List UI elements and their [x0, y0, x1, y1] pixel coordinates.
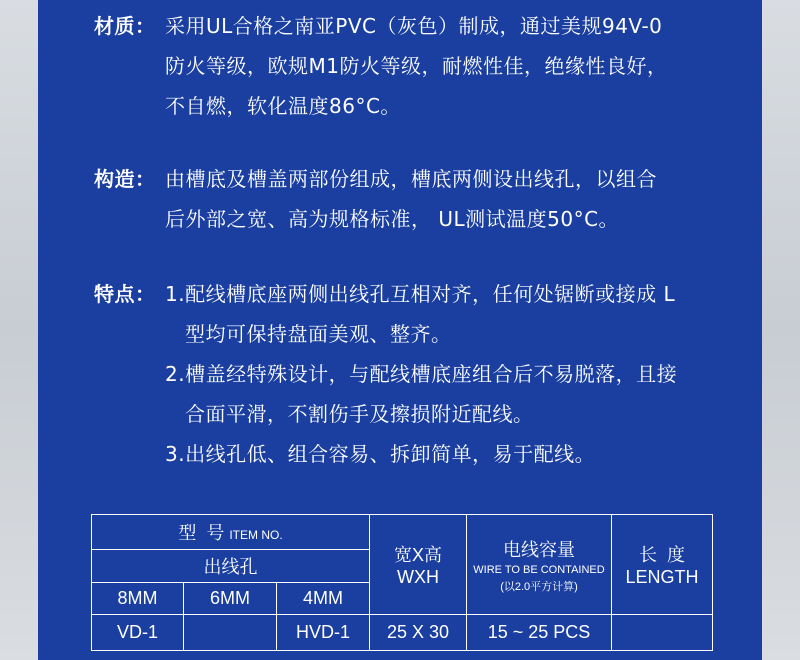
header-capacity-note: (以2.0平方计算): [500, 580, 578, 593]
material-line-2: 防火等级，欧规M1防火等级，耐燃性佳，绝缘性良好，: [165, 54, 668, 78]
header-capacity-cn: 电线容量: [503, 539, 575, 560]
header-model-cn: 型 号: [178, 523, 225, 543]
cell-capacity: 15 ~ 25 PCS: [467, 615, 612, 651]
header-model-en: ITEM NO.: [229, 528, 283, 542]
header-capacity-en: WIRE TO BE CONTAINED: [473, 563, 605, 576]
material-line-3: 不自燃，软化温度86°C。: [165, 94, 401, 118]
feature-item-1-line-1: 1.配线槽底座两侧出线孔互相对齐，任何处锯断或接成 L: [165, 282, 676, 306]
background-right: [760, 0, 800, 660]
feature-item-3-line-1: 3.出线孔低、组合容易、拆卸简单，易于配线。: [165, 442, 596, 466]
cell-6mm: [184, 615, 277, 651]
material-line-1: 采用UL合格之南亚PVC（灰色）制成，通过美规94V-0: [165, 14, 663, 38]
feature-item-1-line-2: 型均可保持盘面美观、整齐。: [185, 322, 452, 346]
header-size-6mm: 6MM: [184, 583, 277, 615]
background-left: [0, 0, 40, 660]
header-capacity: [467, 515, 612, 615]
header-wh-en: WXH: [397, 567, 439, 587]
construction-line-2: 后外部之宽、高为规格标准， UL测试温度50°C。: [165, 207, 620, 231]
spec-panel: [38, 0, 762, 660]
header-size-4mm: 4MM: [277, 583, 370, 615]
material-label: 材质：: [94, 14, 156, 38]
construction-label: 构造：: [94, 167, 156, 191]
cell-length: [612, 615, 713, 651]
header-wh-cn: 宽X高: [393, 545, 442, 565]
cell-4mm: HVD-1: [277, 615, 370, 651]
table-row: [92, 615, 713, 651]
header-length-cn: 长 度: [638, 545, 685, 565]
feature-item-2-line-2: 合面平滑，不割伤手及擦损附近配线。: [185, 402, 534, 426]
header-length-en: LENGTH: [625, 567, 699, 587]
construction-line-1: 由槽底及槽盖两部份组成，槽底两侧设出线孔，以组合: [165, 167, 657, 191]
header-outlet: 出线孔: [92, 550, 370, 583]
header-model: [92, 515, 370, 550]
spec-table: [91, 514, 713, 651]
feature-item-2-line-1: 2.槽盖经特殊设计，与配线槽底座组合后不易脱落，且接: [165, 362, 678, 386]
features-label: 特点：: [94, 282, 156, 306]
cell-wh: 25 X 30: [370, 615, 467, 651]
cell-8mm: VD-1: [92, 615, 184, 651]
header-wh: [370, 515, 467, 615]
header-size-8mm: 8MM: [92, 583, 184, 615]
header-length: [612, 515, 713, 615]
